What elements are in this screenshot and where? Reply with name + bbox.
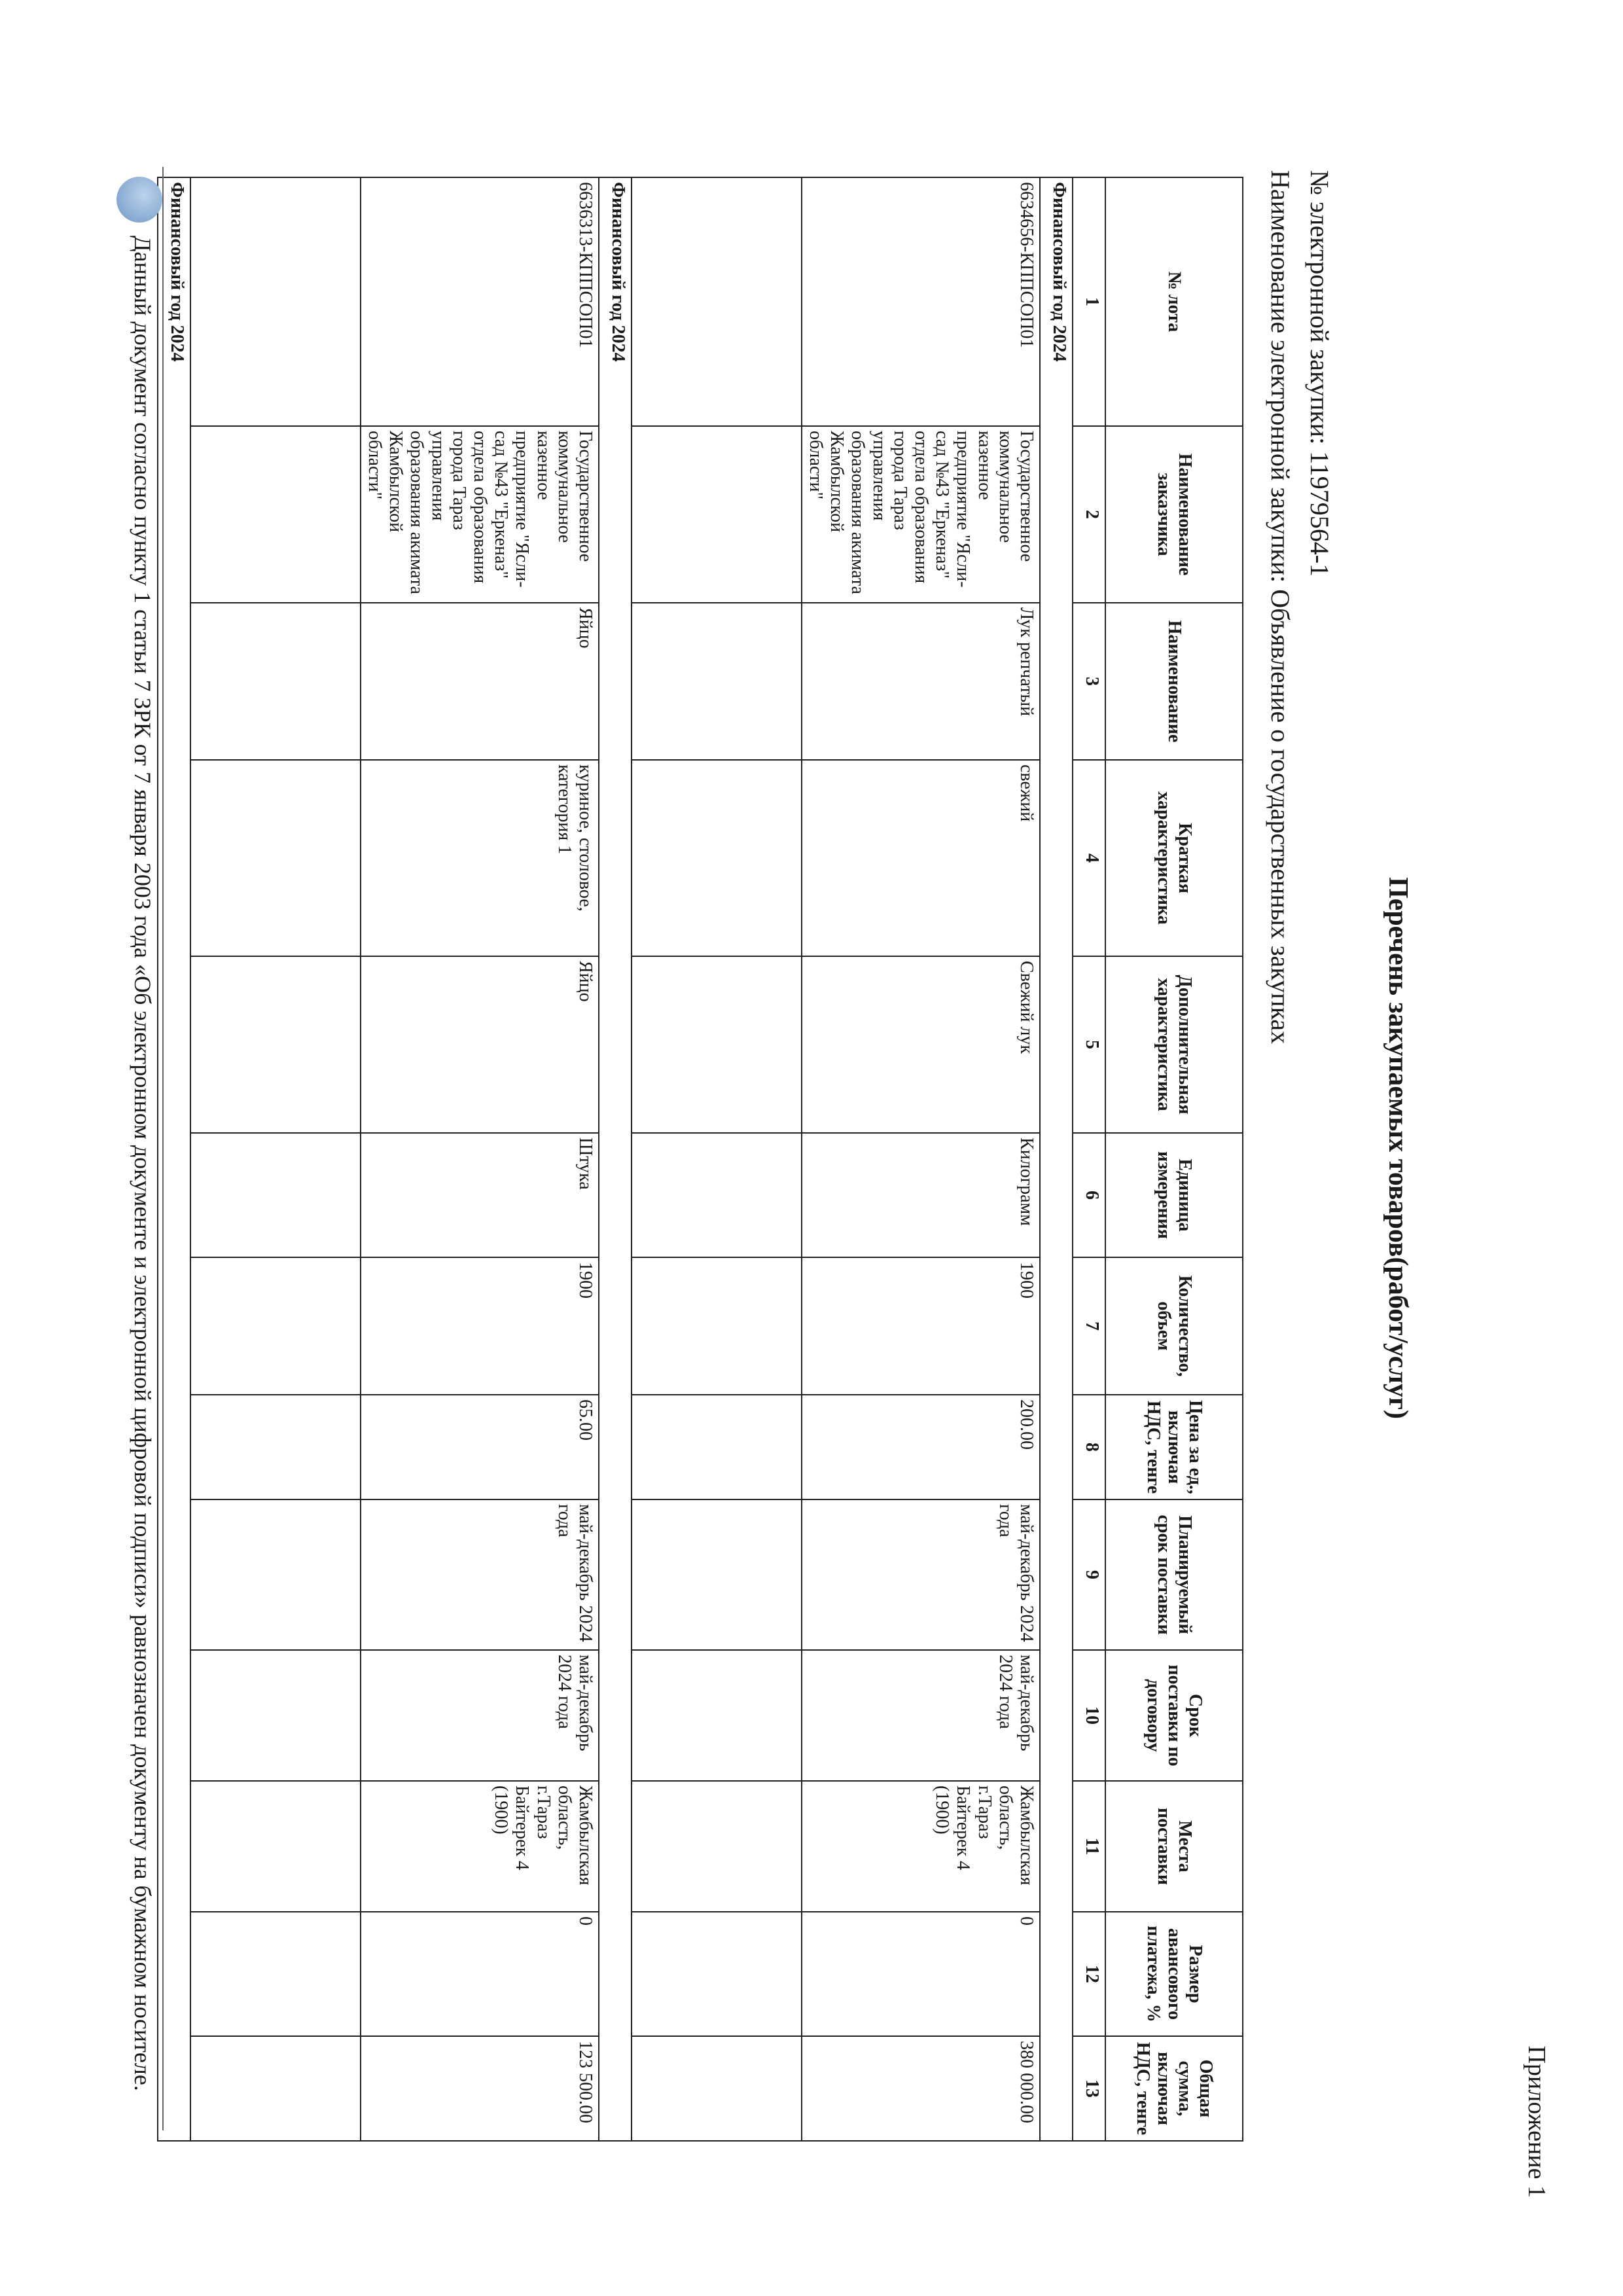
table-row-empty: [190, 177, 361, 2141]
page-title: Перечень закупаемых товаров(работ/услуг): [1383, 877, 1413, 1419]
column-number: 11: [1073, 1781, 1105, 1912]
unit: Штука: [361, 1133, 599, 1257]
header-cell: Наименование заказчика: [1105, 426, 1243, 603]
customer-name: Государственное коммунальное казенное предприятие "Ясли-сад №43 "Еркеназ" отдела образования города Тараз управления образования акимата Жамбылской области": [802, 426, 1040, 603]
table-row-empty: [632, 177, 802, 2141]
header-cell: Планируемый срок поставки: [1105, 1499, 1243, 1650]
header-cell: Общая сумма, включая НДС, тенге: [1105, 2036, 1243, 2141]
e-document-logo-icon: [116, 177, 162, 223]
header-cell: № лота: [1105, 177, 1243, 426]
column-number: 10: [1073, 1650, 1105, 1781]
header-cell: Количество, объем: [1105, 1257, 1243, 1395]
unit-price: 65.00: [361, 1395, 599, 1499]
header-cell: Единица измерения: [1105, 1133, 1243, 1257]
planned-term: май-декабрь 2024 года: [361, 1499, 599, 1650]
unit: Килограмм: [802, 1133, 1040, 1257]
delivery-place: Жамбылская область, г.Тараз Байтерек 4 (1900): [361, 1781, 599, 1912]
delivery-place: Жамбылская область, г.Тараз Байтерек 4 (1900): [802, 1781, 1040, 1912]
quantity: 1900: [802, 1257, 1040, 1395]
footer-note: Данный документ согласно пункту 1 статьи 7 ЗРК от 7 января 2003 года «Об электронном документе и электронной цифровой подписи» равнозначен документу на бумажном носителе.: [130, 236, 156, 2091]
footer-divider: [162, 167, 164, 2130]
column-number: 12: [1073, 1912, 1105, 2036]
header-cell: Срок поставки по договору: [1105, 1650, 1243, 1781]
short-description: свежий: [802, 760, 1040, 956]
lot-number: 6636313-КППСОП01: [361, 177, 599, 426]
item-name: Лук репчатый: [802, 603, 1040, 760]
quantity: 1900: [361, 1257, 599, 1395]
header-cell: Места поставки: [1105, 1781, 1243, 1912]
contract-term: май-декабрь 2024 года: [802, 1650, 1040, 1781]
planned-term: май-декабрь 2024 года: [802, 1499, 1040, 1650]
customer-name: Государственное коммунальное казенное предприятие "Ясли-сад №43 "Еркеназ" отдела образования города Тараз управления образования акимата Жамбылской области": [361, 426, 599, 603]
advance-percent: 0: [802, 1912, 1040, 2036]
financial-year-label: Финансовый год 2024: [1040, 177, 1073, 2141]
header-cell: Дополнительная характеристика: [1105, 956, 1243, 1133]
extra-description: Свежий лук: [802, 956, 1040, 1133]
header-cell: Краткая характеристика: [1105, 760, 1243, 956]
advance-percent: 0: [361, 1912, 599, 2036]
column-number: 4: [1073, 760, 1105, 956]
table-row: [802, 177, 1040, 2141]
item-name: Яйцо: [361, 603, 599, 760]
header-cell: Размер авансового платежа, %: [1105, 1912, 1243, 2036]
procurement-number: № электронной закупки: 11979564-1: [1305, 170, 1334, 577]
column-number: 5: [1073, 956, 1105, 1133]
column-number: 3: [1073, 603, 1105, 760]
column-number: 9: [1073, 1499, 1105, 1650]
table-row: [361, 177, 599, 2141]
total-amount: 123 500.00: [361, 2036, 599, 2141]
financial-year-row: [599, 177, 632, 2141]
financial-year-label: Финансовый год 2024: [599, 177, 632, 2141]
column-number: 6: [1073, 1133, 1105, 1257]
contract-term: май-декабрь 2024 года: [361, 1650, 599, 1781]
column-number: 2: [1073, 426, 1105, 603]
unit-price: 200.00: [802, 1395, 1040, 1499]
extra-description: Яйцо: [361, 956, 599, 1133]
header-cell: Цена за ед., включая НДС, тенге: [1105, 1395, 1243, 1499]
lot-number: 6634656-КППСОП01: [802, 177, 1040, 426]
short-description: куриное, столовое, категория 1: [361, 760, 599, 956]
financial-year-label: Финансовый год 2024: [158, 177, 190, 2141]
column-number: 13: [1073, 2036, 1105, 2141]
column-number: 1: [1073, 177, 1105, 426]
column-number: 7: [1073, 1257, 1105, 1395]
header-cell: Наименование: [1105, 603, 1243, 760]
financial-year-row: [1040, 177, 1073, 2141]
annex-label: Приложение 1: [1523, 2045, 1550, 2198]
procurement-table: [157, 177, 1243, 2142]
column-number-row: [1073, 177, 1105, 2141]
column-number: 8: [1073, 1395, 1105, 1499]
header-row: [1105, 177, 1243, 2141]
procurement-name: Наименование электронной закупки: Объявление о государственных закупках: [1266, 170, 1295, 1045]
total-amount: 380 000.00: [802, 2036, 1040, 2141]
